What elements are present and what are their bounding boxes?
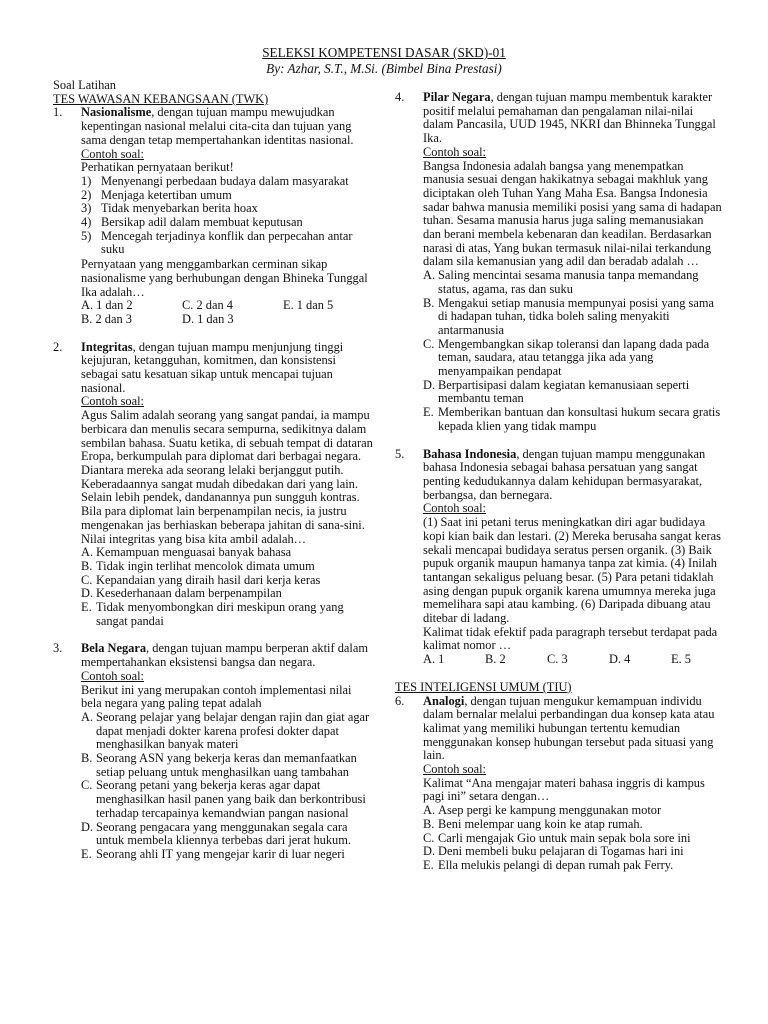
question-text: Kalimat tidak efektif pada paragraph tersebut terdapat pada kalimat nomor … [423, 624, 718, 653]
answer-option: D. Kesederhanaan dalam berpenampilan [81, 586, 282, 601]
answer-option: B. Tidak ingin terlihat mencolok dimata umum [81, 558, 315, 573]
example-label: Contoh soal: [81, 146, 144, 161]
example-passage: Bangsa Indonesia adalah bangsa yang menempatkan manusia sesuai dengan hakikatnya sebagai makhluk yang diciptakan oleh Tuhan Yang Maha Esa. Bangsa Indonesia sadar bahwa manusia memiliki posisi yang sama di hadapan tuhan. Sesama manusia harus juga saling memanusiakan dan berani membela kebenaran dan keadilan. Berdasarkan narasi di atas, Yang bukan termasuk nilai-nilai terkandung dalam sila kemanusian yang adil dan beradab adalah … [423, 158, 722, 269]
question-number: 4. [395, 90, 405, 104]
answer-option: B. 2 dan 3 [81, 311, 132, 326]
answer-option: E. 1 dan 5 [283, 298, 334, 313]
example-label: Contoh soal: [423, 501, 486, 516]
question-number: 5. [395, 446, 405, 461]
question-number: 2. [53, 339, 63, 354]
answer-option: D. Seorang pengacara yang menggunakan segala cara untuk membela kliennya terbebas dari jerat hukum. [81, 819, 351, 848]
answer-option: A. Seorang pelajar yang belajar dengan rajin dan giat agar dapat menjadi dokter karena profesi dokter dapat menghasilkan banyak materi [81, 709, 370, 752]
answer-option: B. 2 [485, 652, 506, 667]
question-term: Integritas [81, 339, 133, 354]
question-description: Pilar Negara, dengan tujuan mampu membentuk karakter positif melalui pemahaman dan pengalaman nilai-nilai dalam Pancasila, UUD 1945, NKRI dan Bhinneka Tunggal Ika. [423, 90, 716, 146]
example-intro: Perhatikan pernyataan berikut! [81, 160, 234, 175]
question-number: 6. [395, 693, 405, 708]
question-text: Kalimat “Ana mengajar materi bahasa inggris di kampus pagi ini” setara dengan… [423, 775, 705, 804]
list-item: 5) Mencegah terjadinya konflik dan perpecahan antar suku [81, 228, 353, 257]
document-byline: By: Azhar, S.T., M.Si. (Bimbel Bina Prestasi) [266, 61, 502, 76]
answer-option: E. Tidak menyombongkan diri meskipun orang yang sangat pandai [81, 600, 344, 628]
section-heading-twk: TES WAWASAN KEBANGSAAN (TWK) [53, 91, 269, 106]
answer-option: C. Mengembangkan sikap toleransi dan lapang dada pada teman, saudara, atau tetangga jika ada yang menyampaikan pendapat [423, 336, 710, 379]
question-description: Nasionalisme, dengan tujuan mampu mewujudkan kepentingan nasional melalui cita-cita dan tujuan yang sama dengan tetap mempertahankan identitas nasional. [81, 105, 354, 147]
question-term: Bela Negara [81, 641, 147, 656]
list-item: 2) Menjaga ketertiban umum [81, 187, 232, 202]
right-column [395, 91, 723, 873]
list-item: 4) Bersikap adil dalam membuat keputusan [81, 215, 303, 230]
question-term: Pilar Negara [423, 90, 491, 104]
answer-option: E. Ella melukis pelangi di depan rumah pak Ferry. [423, 857, 674, 872]
question-number: 3. [53, 641, 63, 656]
answer-option: B. Beni melempar uang koin ke atap rumah. [423, 816, 643, 831]
answer-option: C. 2 dan 4 [182, 298, 233, 313]
section-heading-tiu: TES INTELIGENSI UMUM (TIU) [395, 679, 572, 694]
example-label: Contoh soal: [423, 144, 486, 159]
list-item: 3) Tidak menyebarkan berita hoax [81, 201, 258, 216]
question-term: Bahasa Indonesia [423, 446, 517, 461]
answer-option: E. 5 [671, 652, 691, 667]
question-number: 1. [53, 105, 63, 120]
answer-option: B. Mengakui setiap manusia mempunyai posisi yang sama di hadapan tuhan, tidka boleh saling menyakiti antarmanusia [423, 295, 714, 337]
answer-option: C. Carli mengajak Gio untuk main sepak bola sore ini [423, 830, 691, 845]
answer-option: A. Asep pergi ke kampung menggunakan motor [423, 803, 662, 818]
left-column [53, 79, 373, 862]
question-6 [395, 695, 723, 873]
question-4 [395, 91, 723, 434]
practice-label: Soal Latihan [53, 78, 116, 92]
answer-option: D. Berpartisipasi dalam kegiatan kemanusiaan seperti membantu teman [423, 377, 690, 406]
answer-option: C. Kepandaian yang diraih hasil dari kerja keras [81, 572, 321, 587]
answer-option: C. Seorang petani yang bekerja keras agar dapat menghasilkan hasil panen yang baik dan berkontribusi terhadap tercapainya kemandwian pangan nasional [81, 778, 366, 820]
question-3 [53, 642, 373, 861]
example-label: Contoh soal: [81, 668, 144, 683]
answer-option: B. Seorang ASN yang bekerja keras dan memanfaatkan setiap peluang untuk menghasilkan uang tambahan [81, 751, 357, 779]
answer-option: E. Memberikan bantuan dan konsultasi hukum secara gratis kepada klien yang tidak mampu [423, 405, 721, 433]
question-2 [53, 341, 373, 629]
question-text: Pernyataan yang menggambarkan cerminan sikap nasionalisme yang berhubungan dengan Bhineka Tunggal Ika adalah… [81, 257, 368, 299]
answer-option: A. Saling mencintai sesama manusia tanpa memandang status, agama, ras dan suku [423, 268, 699, 296]
question-description: Bahasa Indonesia, dengan tujuan mampu menggunakan bahasa Indonesia sebagai bahasa persatuan yang sangat penting kedudukannya dalam kehidupan bermasyarakat, berbangsa, dan bernegara. [423, 446, 706, 502]
answer-option: D. 1 dan 3 [182, 311, 234, 326]
answer-option: C. 3 [547, 652, 568, 667]
question-1 [53, 106, 373, 326]
example-passage: (1) Saat ini petani terus meningkatkan diri agar budidaya kopi kian baik dan lestari. (2) Mereka berusaha sangat keras sekali mencapai budidaya seratus persen organik. (3) Baik pupuk organik maupun hamanya tanpa zat kimia. (4) Inilah tantangan sekaligus peluang besar. (5) Para petani tidaklah asing dengan pupuk organik karena umumnya mereka juga memelihara sapi atau kambing. (6) Daripada dibuang atau ditebar di ladang. [423, 515, 721, 626]
example-label: Contoh soal: [81, 394, 144, 409]
answer-option: D. 4 [609, 652, 631, 667]
answer-option: D. Deni membeli buku pelajaran di Togamas hari ini [423, 844, 684, 859]
example-passage: Agus Salim adalah seorang yang sangat pandai, ia mampu berbicara dan menulis secara sempurna, sedikitnya dalam sembilan bahasa. Suatu ketika, di sebuah tempat di dataran Eropa, berkumpulah para diplomat dari berbagai negara. Diantara mereka ada seorang lelaki berjanggut putih. Keberadaannya sangat mudah dibedakan dari yang lain. Selain lebih pendek, dandanannya pun sungguh kontras. Bila para diplomat lain berpenampilan necis, ia justru mengenakan jas berhiaskan beberapa jahitan di sana-sini. Nilai integritas yang bisa kita ambil adalah… [81, 408, 373, 546]
question-description: Integritas, dengan tujuan mampu menjunjung tinggi kejujuran, ketangguhan, komitmen, dan konsistensi sebagai satu kesatuan sikap untuk mencapai tujuan nasional. [81, 339, 344, 395]
answer-option: A. Kemampuan menguasai banyak bahasa [81, 545, 292, 560]
example-label: Contoh soal: [423, 762, 486, 777]
answer-options [81, 299, 373, 326]
question-text: Berikut ini yang merupakan contoh implementasi nilai bela negara yang paling tepat adalah [81, 682, 352, 711]
answer-option: A. 1 dan 2 [81, 298, 133, 313]
question-term: Nasionalisme [81, 105, 152, 120]
answer-option: E. Seorang ahli IT yang mengejar karir di luar negeri [81, 846, 345, 861]
question-description: Analogi, dengan tujuan mengukur kemampuan individu dalam bernalar melalui perbandingan dua konsep kata atau kalimat yang memiliki hubungan tertentu kemudian menggunakan konsep hubungan tersebut pada situasi yang lain. [423, 693, 715, 763]
question-term: Analogi [423, 693, 465, 708]
document-title: SELEKSI KOMPETENSI DASAR (SKD)-01 [262, 45, 506, 60]
list-item: 1) Menyenangi perbedaan budaya dalam masyarakat [81, 173, 349, 188]
answer-options [423, 653, 723, 667]
answer-option: A. 1 [423, 652, 445, 667]
question-description: Bela Negara, dengan tujuan mampu berperan aktif dalam mempertahankan eksistensi bangsa dan negara. [81, 641, 368, 670]
question-5 [395, 448, 723, 667]
